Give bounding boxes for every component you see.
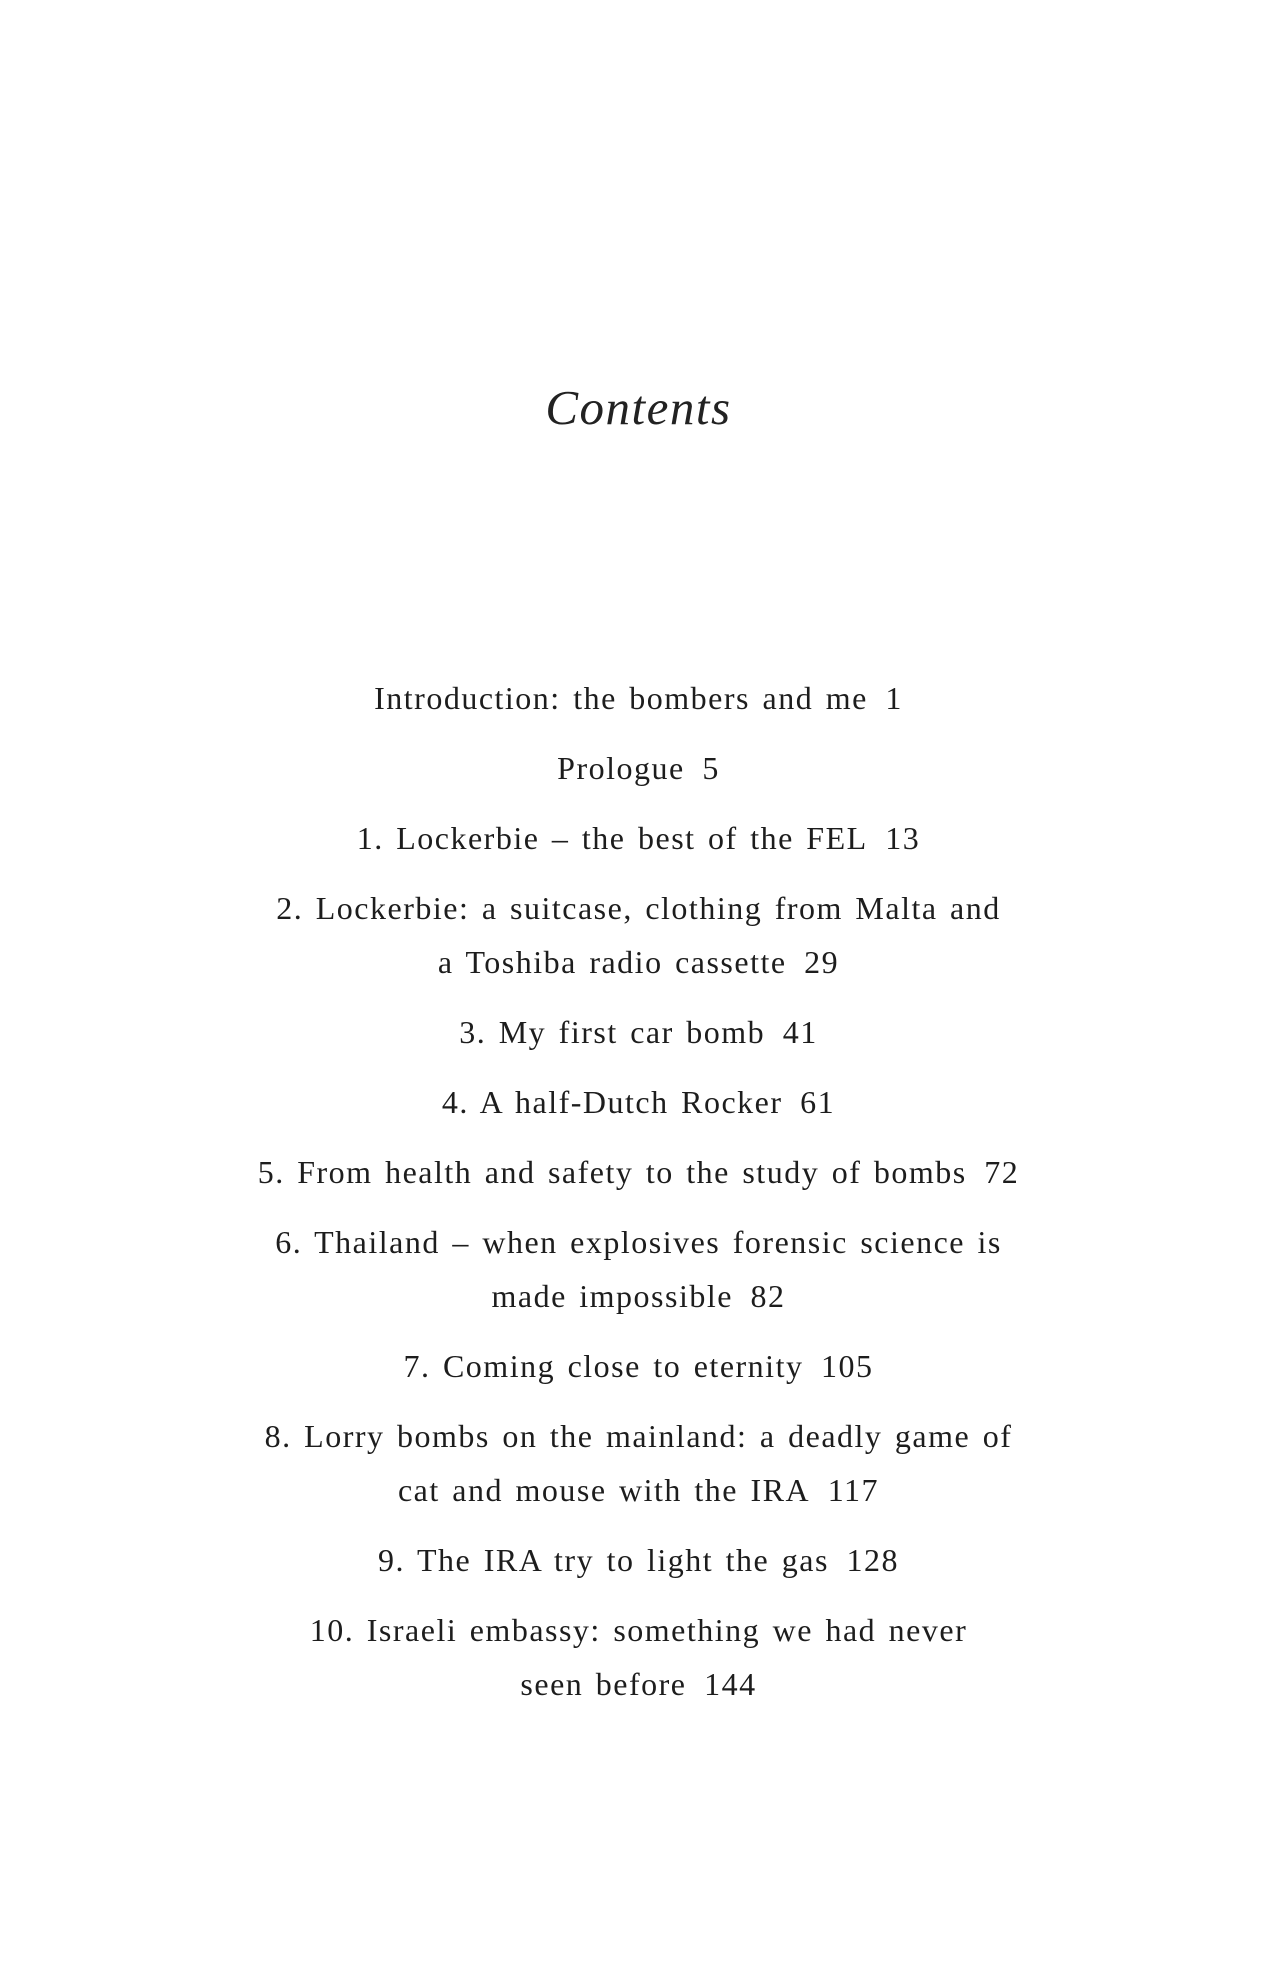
toc-entry (14, 1005, 1263, 1059)
toc-entry-text: seen before (520, 1666, 687, 1702)
toc-entry (14, 1339, 1263, 1393)
toc-page-number: 128 (846, 1542, 899, 1578)
toc-entry (14, 881, 1263, 989)
toc-list (14, 671, 1263, 1711)
toc-entry (14, 741, 1263, 795)
toc-entry-line (14, 881, 1263, 935)
toc-page-number: 144 (704, 1666, 757, 1702)
toc-entry-line (14, 1269, 1263, 1323)
toc-entry-text: 10. Israeli embassy: something we had never (309, 1612, 968, 1648)
toc-entry (14, 1409, 1263, 1517)
toc-entry-line (14, 1657, 1263, 1711)
toc-entry-text: made impossible (491, 1278, 733, 1314)
toc-entry-text: 2. Lockerbie: a suitcase, clothing from Malta and (276, 890, 1001, 926)
toc-entry-line (14, 935, 1263, 989)
toc-entry-text: 8. Lorry bombs on the mainland: a deadly game of (264, 1418, 1013, 1454)
toc-page-number: 41 (782, 1014, 818, 1050)
toc-entry-text: 3. My first car bomb (459, 1014, 766, 1050)
toc-entry-text: 5. From health and safety to the study of bombs (257, 1154, 967, 1190)
toc-entry-text: Prologue (557, 750, 685, 786)
toc-entry-text: 7. Coming close to eternity (403, 1348, 804, 1384)
toc-entry-text: Introduction: the bombers and me (374, 680, 868, 716)
toc-entry (14, 671, 1263, 725)
toc-page-number: 105 (821, 1348, 874, 1384)
toc-entry-line (14, 741, 1263, 795)
page-title: Contents (545, 380, 732, 435)
toc-page-number: 1 (885, 680, 903, 716)
toc-entry-line (14, 671, 1263, 725)
toc-entry-text: 1. Lockerbie – the best of the FEL (356, 820, 868, 856)
toc-page-number: 13 (885, 820, 921, 856)
toc-entry-text: 9. The IRA try to light the gas (378, 1542, 829, 1578)
toc-entry (14, 1603, 1263, 1711)
toc-page-number: 29 (804, 944, 840, 980)
toc-entry-line (14, 1005, 1263, 1059)
toc-entry (14, 811, 1263, 865)
toc-entry-line (14, 1533, 1263, 1587)
toc-entry-text: a Toshiba radio cassette (437, 944, 787, 980)
toc-page-number: 117 (827, 1472, 880, 1508)
toc-entry (14, 1075, 1263, 1129)
toc-entry-line (14, 1463, 1263, 1517)
toc-entry-line (14, 1075, 1263, 1129)
toc-entry-line (14, 1603, 1263, 1657)
toc-entry-line (14, 1145, 1263, 1199)
toc-entry (14, 1215, 1263, 1323)
toc-entry-line (14, 811, 1263, 865)
toc-entry-line (14, 1215, 1263, 1269)
toc-entry-line (14, 1409, 1263, 1463)
toc-entry (14, 1145, 1263, 1199)
toc-entry-text: 4. A half-Dutch Rocker (441, 1084, 783, 1120)
toc-page-number: 82 (750, 1278, 786, 1314)
toc-entry-line (14, 1339, 1263, 1393)
toc-entry (14, 1533, 1263, 1587)
toc-page-number: 61 (800, 1084, 836, 1120)
toc-page-number: 72 (984, 1154, 1020, 1190)
toc-page-number: 5 (702, 750, 720, 786)
toc-entry-text: 6. Thailand – when explosives forensic science is (275, 1224, 1002, 1260)
toc-entry-text: cat and mouse with the IRA (397, 1472, 811, 1508)
